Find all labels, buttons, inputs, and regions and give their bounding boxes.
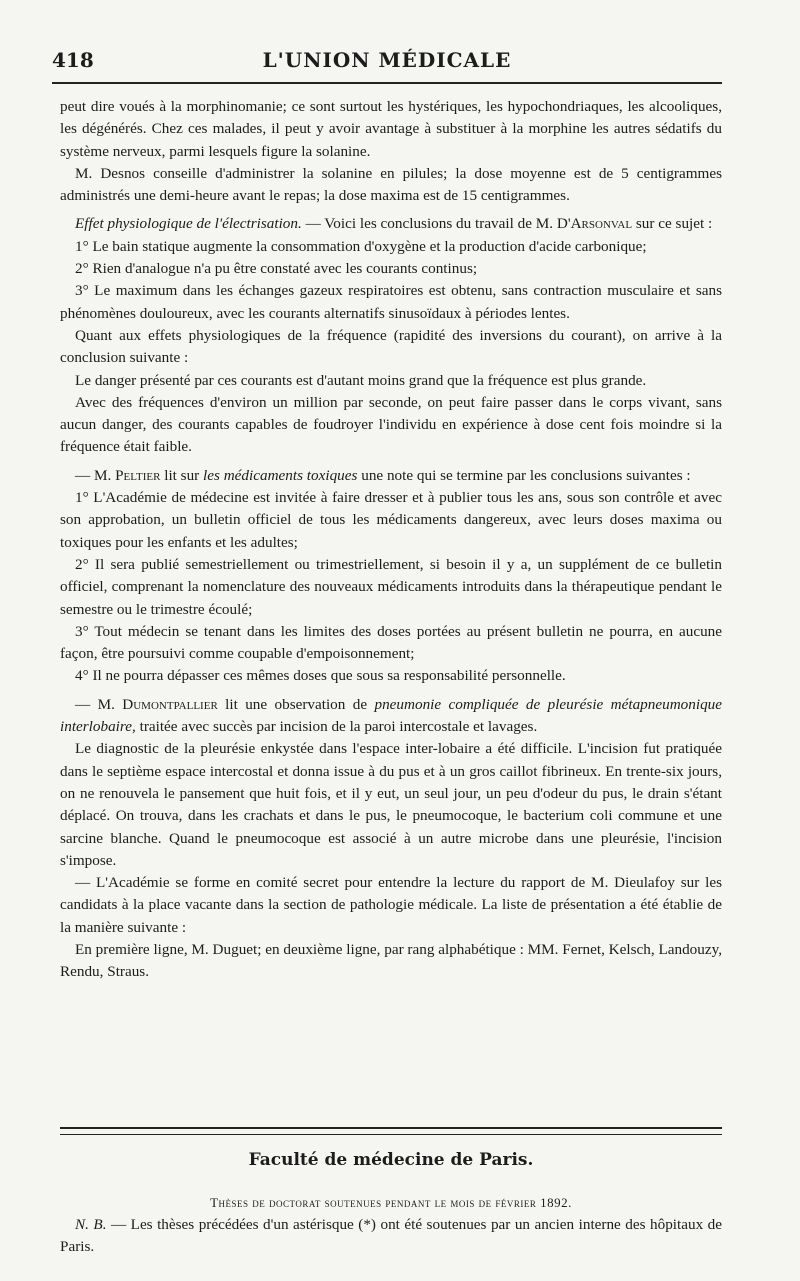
conclusion-3: 3° Le maximum dans les échanges gazeux respiratoires est obtenu, sans contraction musculaire et sans phénomènes douloureux, avec les courants alternatifs sinusoïdaux à périodes lentes. xyxy=(60,282,722,322)
section-heading-electrisation: Effet physiologique de l'électrisation. xyxy=(75,215,302,233)
peltier-mid: lit sur xyxy=(160,466,204,484)
paragraph-million: Avec des fréquences d'environ un million par seconde, on peut faire passer dans le corps vivant, sans aucun danger, des courants capables de foudroyer l'individu en expérience à dose cent fois moindre si la fréquence était faible. xyxy=(60,393,722,456)
peltier-conclusion-1: 1° L'Académie de médecine est invitée à faire dresser et à publier tous les ans, sous son contrôle et avec son approbation, un bulletin officiel de tous les médicaments dangereux, avec leurs doses maxima ou toxiques pour les enfants et les adultes; xyxy=(60,489,722,551)
author-darsonval: D'Arsonval xyxy=(556,215,633,233)
conclusion-1: 1° Le bain statique augmente la consommation d'oxygène et la production d'acide carbonique; xyxy=(75,237,647,255)
paragraph-frequence: Quant aux effets physiologiques de la fréquence (rapidité des inversions du courant), on arrive à la conclusion suivante : xyxy=(60,326,722,367)
electrisation-intro: — Voici les conclusions du travail de M. xyxy=(301,215,557,233)
faculty-section-subtitle: Thèses de doctorat soutenues pendant le mois de février 1892. xyxy=(210,1195,572,1210)
dumontpallier-pre: — M. xyxy=(75,695,123,713)
paragraph-desnos xyxy=(60,163,722,208)
paragraph-peltier xyxy=(60,465,722,487)
peltier-conclusion-2: 2° Il sera publié semestriellement ou trimestriellement, si besoin il y a, un supplément de ce bulletin officiel, comprenant la nomenclature des nouveaux médicaments introduits dans la thérapeutique pendant le semestre ou le trimestre écoulé; xyxy=(60,555,722,618)
author-desnos: M. Desnos xyxy=(75,164,146,182)
nota-bene xyxy=(60,1214,722,1259)
electrisation-end: sur ce sujet : xyxy=(632,215,713,233)
article-body xyxy=(60,96,722,984)
paragraph-presentation-list: En première ligne, M. Duguet; en deuxième ligne, par rang alphabétique : MM. Fernet, Kelsch, Landouzy, Rendu, Straus. xyxy=(60,940,722,981)
author-peltier: Peltier xyxy=(115,466,161,484)
paragraph-danger: Le danger présenté par ces courants est d'autant moins grand que la fréquence est plus grande. xyxy=(75,371,647,389)
nb-text: — Les thèses précédées d'un astérisque (*) ont été soutenues par un ancien interne des hôpitaux de Paris. xyxy=(60,1216,722,1256)
peltier-pre: — M. xyxy=(75,466,116,484)
paragraph-morphinomania: peut dire voués à la morphinomanie; ce sont surtout les hystériques, les hypochondriaques, les alcooliques, les dégénérés. Chez ces malades, il peut y avoir avantage à substituer à la morphine les autres sédatifs du système nerveux, parmi lesquels figure la solanine. xyxy=(60,98,722,160)
dumontpallier-mid: lit une observation de xyxy=(217,695,375,713)
title-pneumonie: pneumonie compliquée de pleurésie métapneumonique interlobaire, xyxy=(60,695,723,736)
peltier-conclusion-4: 4° Il ne pourra dépasser ces mêmes doses que sous sa responsabilité personnelle. xyxy=(75,667,566,685)
paragraph-desnos-text: conseille d'administrer la solanine en pilules; la dose moyenne est de 5 centigrammes administrés une demi-heure avant le repas; la dose maxima est de 15 centigrammes. xyxy=(60,164,722,205)
nb-label: N. B. xyxy=(75,1216,107,1233)
conclusion-2: 2° Rien d'analogue n'a pu être constaté avec les courants continus; xyxy=(75,260,478,278)
paragraph-dumontpallier xyxy=(60,694,722,739)
author-dumontpallier: Dumontpallier xyxy=(122,695,218,713)
paragraph-diagnostic: Le diagnostic de la pleurésie enkystée dans l'espace inter-lobaire a été difficile. L'incision fut pratiquée dans le septième espace intercostal et donna issue à du pus et à un gros caillot fibrineux. En trente-six jours, on ne renouvela le pansement que huit fois, et il y eut, un seul jour, un peu d'odeur du pus, le drain s'étant déplacé. On trouva, dans les crachats et dans le pus, le pneumocoque, le bacterium coli commune et une sarcine blanche. Quand le pneumocoque est associé à un autre microbe dans une pleurésie, l'incision s'impose. xyxy=(60,740,722,869)
header-rule xyxy=(52,82,722,84)
peltier-end: une note qui se termine par les conclusions suivantes : xyxy=(357,466,691,484)
dumontpallier-end: traitée avec succès par incision de la paroi intercostale et lavages. xyxy=(135,718,538,736)
peltier-conclusion-3: 3° Tout médecin se tenant dans les limites des doses portées au présent bulletin ne pourra, en aucune façon, être poursuivi comme coupable d'empoisonnement; xyxy=(60,622,722,663)
paragraph-electrisation xyxy=(60,213,722,235)
paragraph-comite-secret: — L'Académie se forme en comité secret pour entendre la lecture du rapport de M. Dieulafoy sur les candidats à la place vacante dans la section de pathologie médicale. La liste de présentation a été établie de la manière suivante : xyxy=(60,874,722,936)
section-divider xyxy=(60,1127,722,1135)
title-medicaments-toxiques: les médicaments toxiques xyxy=(203,466,358,484)
page-header xyxy=(52,48,722,78)
faculty-section-title: Faculté de médecine de Paris. xyxy=(248,1150,534,1170)
page-number: 418 xyxy=(52,48,94,72)
journal-title: L'UNION MÉDICALE xyxy=(262,48,512,72)
